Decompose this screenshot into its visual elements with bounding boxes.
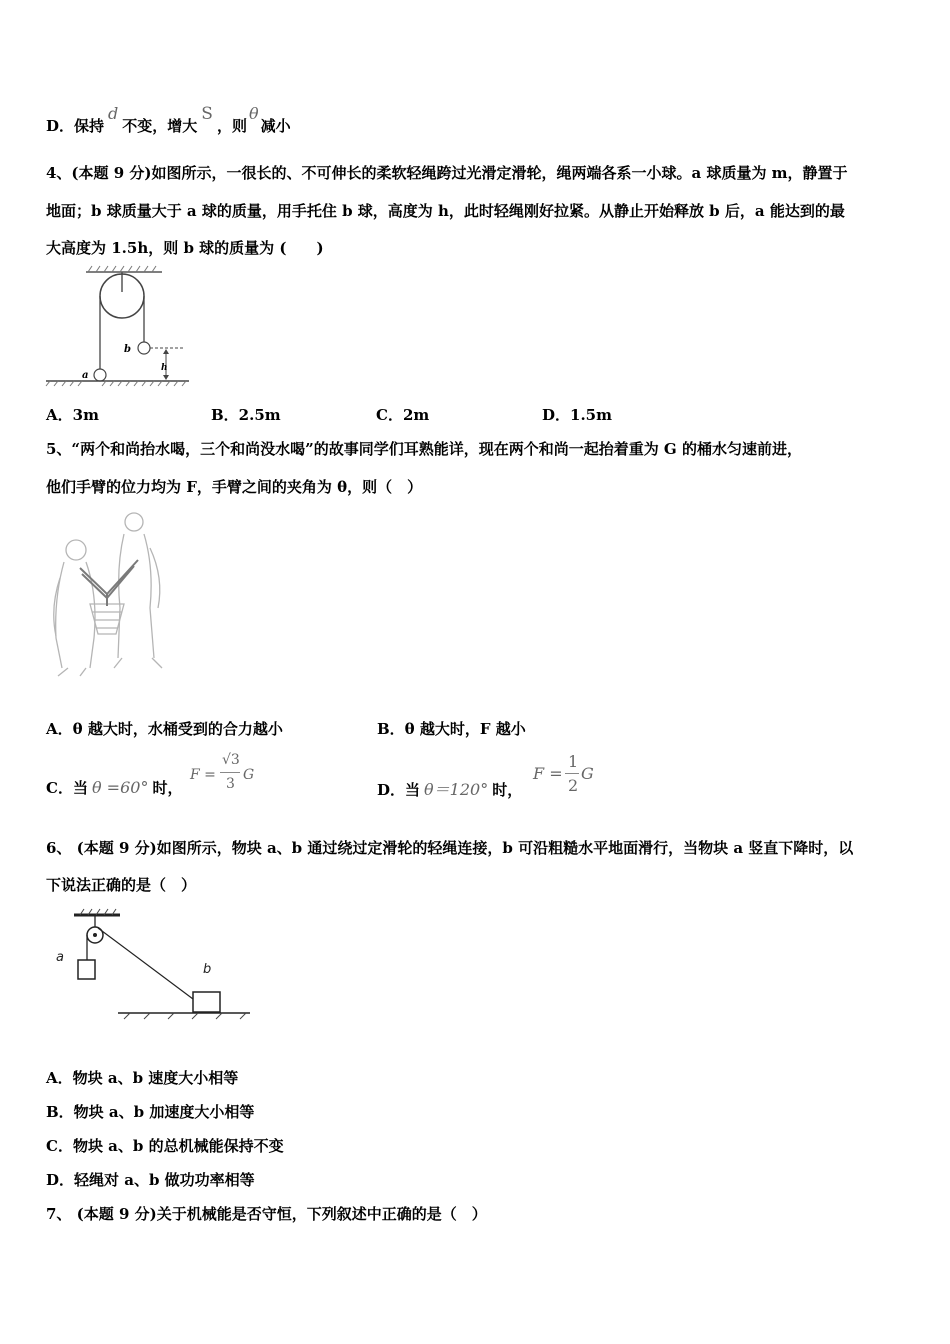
- q4-pulley-figure: [44, 266, 194, 388]
- q4-option-a: A．3m: [46, 406, 99, 424]
- var-theta: θ: [248, 104, 259, 123]
- q6-option-d: D．轻绳对 a、b 做功功率相等: [46, 1171, 255, 1189]
- label-a: a: [82, 370, 89, 381]
- q5-option-a: A．θ 越大时，水桶受到的合力越小: [46, 720, 283, 738]
- q4-option-d: D．1.5m: [542, 406, 612, 424]
- label-a: a: [56, 950, 64, 965]
- q5-option-d: D．当 θ＝120° 时，: [377, 780, 523, 799]
- q5-monks-illustration: [46, 508, 191, 680]
- q5-c-angle: θ =60°: [91, 778, 149, 797]
- q5-d-angle: θ＝120°: [424, 780, 489, 799]
- q5-option-c: C．当 θ =60° 时，: [46, 778, 183, 797]
- var-d: d: [108, 104, 119, 123]
- q5-option-b: B．θ 越大时，F 越小: [377, 720, 526, 738]
- q4-line-1: 4、(本题 9 分)如图所示，一很长的、不可伸长的柔软轻绳跨过光滑定滑轮，绳两端各系一小球。a 球质量为 m，静置于: [46, 164, 848, 182]
- label-b: b: [203, 962, 212, 977]
- q3-option-d: D．保持d不变，增大S，则θ减小: [46, 104, 291, 135]
- q6-option-c: C．物块 a、b 的总机械能保持不变: [46, 1137, 284, 1155]
- var-s: S: [201, 104, 213, 124]
- q6-line-1: 6、 (本题 9 分)如图所示，物块 a、b 通过绕过定滑轮的轻绳连接，b 可沿粗糙水平地面滑行，当物块 a 竖直下降时，以: [46, 839, 854, 857]
- q5-line-2: 他们手臂的位力均为 F，手臂之间的夹角为 θ，则（ ）: [46, 478, 423, 496]
- q5-line-1: 5、“两个和尚抬水喝，三个和尚没水喝”的故事同学们耳熟能详，现在两个和尚一起抬着重为 G 的桶水匀速前进，: [46, 440, 802, 458]
- q4-line-2: 地面；b 球质量大于 a 球的质量，用手托住 b 球，高度为 h，此时轻绳刚好拉紧。从静止开始释放 b 后，a 能达到的最: [46, 202, 845, 220]
- q4-option-b: B．2.5m: [211, 406, 281, 424]
- q7-line-1: 7、 (本题 9 分)关于机械能是否守恒，下列叙述中正确的是（ ）: [46, 1205, 487, 1223]
- q6-option-a: A．物块 a、b 速度大小相等: [46, 1069, 239, 1087]
- label-b: b: [124, 344, 131, 355]
- q6-line-2: 下说法正确的是（ ）: [46, 876, 197, 894]
- q4-line-3: 大高度为 1.5h，则 b 球的质量为 ( ): [46, 239, 324, 257]
- label-h: h: [161, 363, 168, 373]
- q6-pulley-figure: [50, 905, 255, 1023]
- q6-option-b: B．物块 a、b 加速度大小相等: [46, 1103, 255, 1121]
- q4-option-c: C．2m: [376, 406, 430, 424]
